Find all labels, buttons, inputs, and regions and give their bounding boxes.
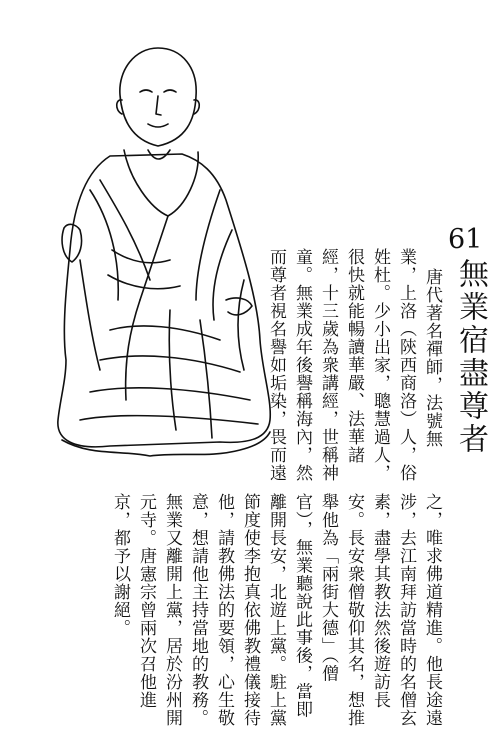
- text-column: 離開長安，北遊上黨。駐上黨: [266, 493, 286, 727]
- text-column: 舉他為「兩街大德」（僧: [318, 493, 338, 683]
- text-column: 之，唯求佛道精進。他長途遠: [422, 493, 442, 727]
- text-column: 童。無業成年後譽稱海內，然: [292, 248, 312, 482]
- text-column: 唐代著名禪師，法號無: [422, 268, 442, 448]
- text-column: 涉，去江南拜訪當時的名僧玄: [396, 493, 416, 727]
- text-column: 元寺。唐憲宗曾兩次召他進: [136, 493, 156, 709]
- text-column: 他，請教佛法的要領，心生敬: [214, 493, 234, 727]
- text-column: 意，想請他主持當地的教務。: [188, 493, 208, 727]
- entry-number: 61: [448, 224, 483, 255]
- text-column: 官），無業聽說此事後，當即: [292, 493, 312, 719]
- entry-title: 無業宿盡尊者: [453, 258, 488, 456]
- text-column: 經，十三歲為衆講經，世稱神: [318, 248, 338, 482]
- text-column: 很快就能暢讀華嚴、法華諸: [344, 248, 364, 464]
- text-column: 而尊者視名譽如垢染，畏而遠: [266, 248, 286, 482]
- text-column: 業，上洛（陝西商洛）人，俗: [396, 248, 416, 482]
- text-column: 京，都予以謝絕。: [110, 493, 130, 637]
- text-column: 素，盡學其教法然後遊訪長: [370, 493, 390, 709]
- text-column: 無業又離開上黨，居於汾州開: [162, 493, 182, 727]
- text-column: 節度使李抱真依佛教禮儀接待: [240, 493, 260, 727]
- monk-robe: [58, 154, 270, 447]
- text-column: 安。長安衆僧敬仰其名，想推: [344, 493, 364, 727]
- text-column: 姓杜。少小出家，聰慧過人，: [370, 248, 390, 482]
